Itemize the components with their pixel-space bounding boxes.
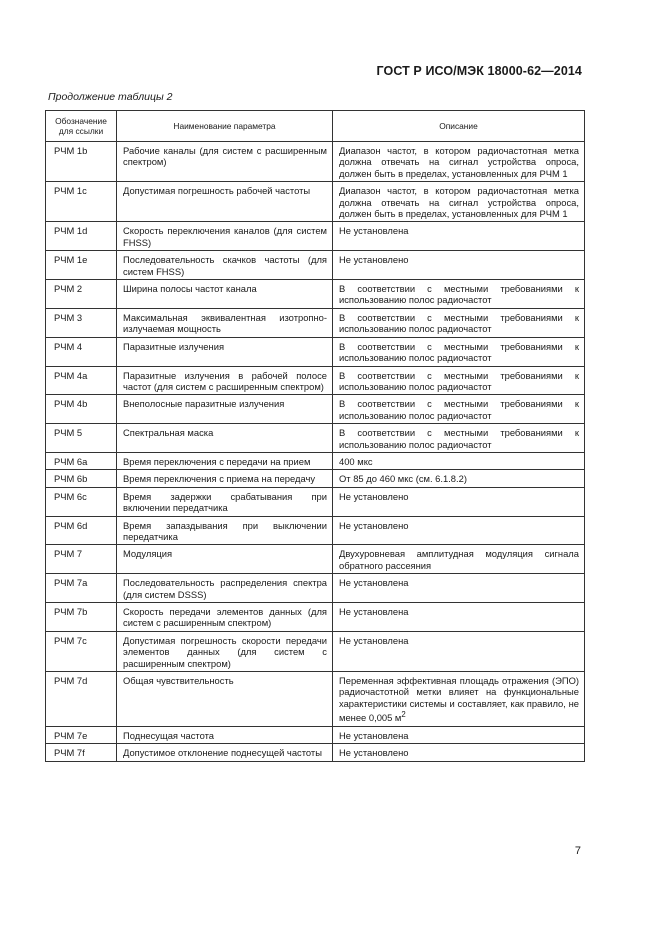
row-code-cell: РЧМ 6d <box>46 516 117 545</box>
row-code-cell: РЧМ 7а <box>46 574 117 603</box>
row-name-cell: Время задержки срабатывания при включении передатчика <box>117 487 333 516</box>
column-header-description: Описание <box>333 111 585 142</box>
table-row <box>46 308 585 337</box>
row-description-cell: Не установлено <box>333 251 585 280</box>
row-description-cell: Диапазон частот, в котором радиочастотная метка должна отвечать на сигнал устройства опроса, должен быть в пределах, установленных для РЧМ 1 <box>333 182 585 222</box>
row-name-cell: Максимальная эквивалентная изотропно-излучаемая мощность <box>117 308 333 337</box>
row-description-cell: В соответствии с местными требованиями к использованию полос радиочастот <box>333 308 585 337</box>
row-code-cell: РЧМ 7 <box>46 545 117 574</box>
row-description-cell: Не установлена <box>333 603 585 632</box>
row-description-cell: В соответствии с местными требованиями к использованию полос радиочастот <box>333 424 585 453</box>
page-number: 7 <box>574 845 581 857</box>
row-code-cell: РЧМ 7b <box>46 603 117 632</box>
row-description-cell: Переменная эффективная площадь отражения (ЭПО) радиочастотной метки влияет на функциональные характеристики системы и составляет, как правило, не менее 0,005 $м^2$ <box>333 672 585 727</box>
row-code-cell: РЧМ 7с <box>46 631 117 671</box>
row-name-cell: Допустимая погрешность рабочей частоты <box>117 182 333 222</box>
table-row <box>46 366 585 395</box>
table-row <box>46 182 585 222</box>
row-code-cell: РЧМ 4а <box>46 366 117 395</box>
row-code-cell: РЧМ 1с <box>46 182 117 222</box>
row-code-cell: РЧМ 6а <box>46 452 117 469</box>
table-row <box>46 726 585 743</box>
table-row <box>46 603 585 632</box>
document-standard-header: ГОСТ Р ИСО/МЭК 18000-62—2014 <box>376 64 582 78</box>
row-code-cell: РЧМ 5 <box>46 424 117 453</box>
row-code-cell: РЧМ 1b <box>46 142 117 182</box>
row-description-cell: 400 мкс <box>333 452 585 469</box>
row-name-cell: Последовательность распределения спектра (для систем DSSS) <box>117 574 333 603</box>
table-caption: Продолжение таблицы 2 <box>48 91 173 103</box>
table-row <box>46 424 585 453</box>
parameters-table <box>45 110 585 762</box>
row-code-cell: РЧМ 7f <box>46 744 117 761</box>
row-name-cell: Общая чувствительность <box>117 672 333 727</box>
row-name-cell: Скорость передачи элементов данных (для систем с расширенным спектром) <box>117 603 333 632</box>
row-name-cell: Скорость переключения каналов (для систем FHSS) <box>117 222 333 251</box>
table-row <box>46 222 585 251</box>
unit-superscript: 2 <box>401 710 406 720</box>
row-code-cell: РЧМ 3 <box>46 308 117 337</box>
row-name-cell: Внеполосные паразитные излучения <box>117 395 333 424</box>
row-name-cell: Время запаздывания при выключении передатчика <box>117 516 333 545</box>
row-code-cell: РЧМ 1е <box>46 251 117 280</box>
table-row <box>46 574 585 603</box>
row-description-cell: В соответствии с местными требованиями к использованию полос радиочастот <box>333 395 585 424</box>
table-row <box>46 452 585 469</box>
table-row <box>46 251 585 280</box>
row-description-cell: Не установлена <box>333 574 585 603</box>
row-name-cell: Рабочие каналы (для систем с расширенным спектром) <box>117 142 333 182</box>
row-name-cell: Модуляция <box>117 545 333 574</box>
table-row <box>46 337 585 366</box>
row-description-cell: От 85 до 460 мкс (см. 6.1.8.2) <box>333 470 585 487</box>
row-name-cell: Паразитные излучения в рабочей полосе частот (для систем с расширенным спектром) <box>117 366 333 395</box>
row-description-cell: Не установлено <box>333 487 585 516</box>
row-description-cell: Диапазон частот, в котором радиочастотная метка должна отвечать на сигнал устройства опроса, должен быть в пределах, установленных для РЧМ 1 <box>333 142 585 182</box>
row-description-cell: Двухуровневая амплитудная модуляция сигнала обратного рассеяния <box>333 545 585 574</box>
row-name-cell: Поднесущая частота <box>117 726 333 743</box>
row-description-cell: В соответствии с местными требованиями к использованию полос радиочастот <box>333 366 585 395</box>
table-row <box>46 744 585 761</box>
row-code-cell: РЧМ 7е <box>46 726 117 743</box>
row-code-cell: РЧМ 1d <box>46 222 117 251</box>
row-name-cell: Спектральная маска <box>117 424 333 453</box>
row-name-cell: Допустимая погрешность скорости передачи элементов данных (для систем с расширенным спектром) <box>117 631 333 671</box>
table-row <box>46 487 585 516</box>
table-row <box>46 631 585 671</box>
row-description-cell: Не установлено <box>333 516 585 545</box>
row-code-cell: РЧМ 4 <box>46 337 117 366</box>
table-header-row <box>46 111 585 142</box>
table-row <box>46 470 585 487</box>
column-header-name: Наименование параметра <box>117 111 333 142</box>
row-description-cell: В соответствии с местными требованиями к использованию полос радиочастот <box>333 280 585 309</box>
row-code-cell: РЧМ 7d <box>46 672 117 727</box>
row-description-cell: Не установлена <box>333 726 585 743</box>
table-row <box>46 280 585 309</box>
row-name-cell: Паразитные излучения <box>117 337 333 366</box>
row-code-cell: РЧМ 6с <box>46 487 117 516</box>
row-description-cell: Не установлена <box>333 222 585 251</box>
row-name-cell: Время переключения с передачи на прием <box>117 452 333 469</box>
row-code-cell: РЧМ 2 <box>46 280 117 309</box>
table-row <box>46 142 585 182</box>
table-row <box>46 672 585 727</box>
row-code-cell: РЧМ 4b <box>46 395 117 424</box>
row-name-cell: Ширина полосы частот канала <box>117 280 333 309</box>
column-header-code: Обозначение для ссылки <box>46 111 117 142</box>
table-row <box>46 545 585 574</box>
row-name-cell: Время переключения с приема на передачу <box>117 470 333 487</box>
table-row <box>46 395 585 424</box>
table-row <box>46 516 585 545</box>
row-code-cell: РЧМ 6b <box>46 470 117 487</box>
row-name-cell: Последовательность скачков частоты (для систем FHSS) <box>117 251 333 280</box>
row-description-cell: Не установлена <box>333 631 585 671</box>
row-name-cell: Допустимое отклонение поднесущей частоты <box>117 744 333 761</box>
row-description-cell: В соответствии с местными требованиями к использованию полос радиочастот <box>333 337 585 366</box>
table-body <box>46 142 585 762</box>
row-description-cell: Не установлено <box>333 744 585 761</box>
